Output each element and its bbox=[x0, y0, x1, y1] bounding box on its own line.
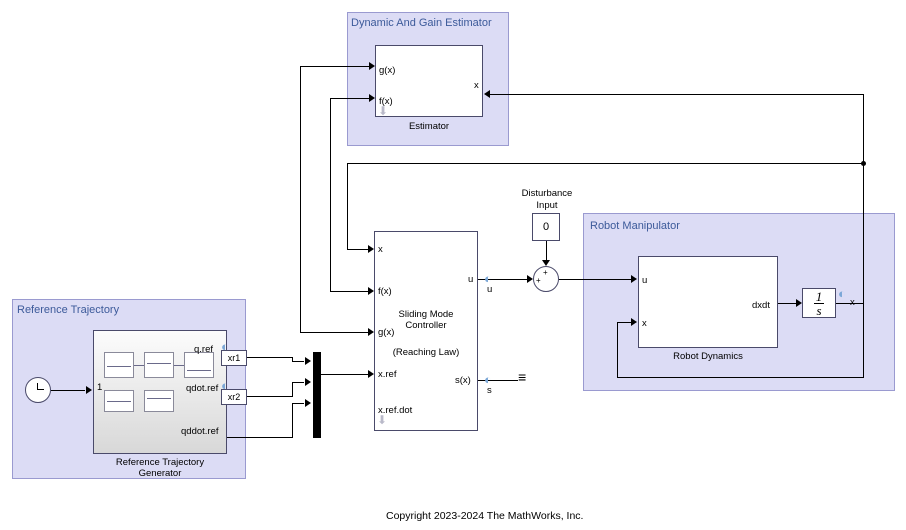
wire-integrator-x-up bbox=[617, 322, 618, 378]
controller-label-line3: (Reaching Law) bbox=[392, 347, 460, 358]
ref-gen-input-port-1: 1 bbox=[97, 382, 103, 393]
ref-gen-mini-plot-5-trace bbox=[147, 398, 171, 399]
arrow-sum-to-robot bbox=[631, 275, 637, 283]
integrator-numerator: 1 bbox=[815, 288, 823, 304]
signal-label-controller-u: u bbox=[487, 284, 493, 295]
disturbance-label-line1: Disturbance bbox=[521, 188, 573, 199]
clock-hand-minute-icon bbox=[37, 389, 44, 390]
controller-s-signal-marker-icon: ◐ bbox=[484, 372, 492, 387]
wire-mux-to-controller bbox=[321, 374, 369, 375]
wire-qddotref-to-mux bbox=[227, 437, 293, 438]
sum-sign-plus-top: + bbox=[543, 268, 548, 277]
wire-integrator-x-left bbox=[617, 377, 864, 378]
controller-label-line2: Controller bbox=[405, 320, 447, 331]
block-mux[interactable] bbox=[313, 352, 321, 438]
arrow-mux-in-2 bbox=[305, 378, 311, 386]
wire-sum-to-robot bbox=[559, 279, 632, 280]
wire-robot-to-integrator bbox=[778, 303, 797, 304]
subsystem-label-dynamic-and-gain-estimator: Dynamic And Gain Estimator bbox=[351, 17, 492, 29]
wire-integrator-out bbox=[836, 303, 864, 304]
arrow-mux-in-1 bbox=[305, 357, 311, 365]
disturbance-value: 0 bbox=[542, 221, 550, 233]
controller-input-x: x bbox=[378, 244, 383, 255]
ref-gen-mini-plot-2 bbox=[144, 352, 174, 378]
wire-qddotref-to-mux-2 bbox=[292, 403, 304, 404]
ref-gen-mini-plot-3 bbox=[184, 352, 214, 378]
arrow-estimator-fx-in bbox=[369, 94, 375, 102]
arrow-gx-into-controller bbox=[368, 328, 374, 336]
arrow-clock-to-refgen bbox=[86, 386, 92, 394]
controller-output-sx: s(x) bbox=[455, 375, 471, 386]
terminator-icon[interactable]: ≡ bbox=[518, 371, 527, 387]
robot-dynamics-output-dxdt: dxdt bbox=[752, 300, 770, 311]
goto-tag-xr2-label: xr2 bbox=[227, 392, 241, 402]
block-label-estimator: Estimator bbox=[408, 121, 450, 132]
wire-gx-into-controller bbox=[300, 332, 369, 333]
wire-integrator-x-into-robot bbox=[617, 322, 632, 323]
controller-label-line1: Sliding Mode bbox=[398, 309, 454, 320]
wire-qref-to-mux bbox=[247, 357, 293, 358]
wire-clock-to-refgen bbox=[51, 390, 85, 391]
ref-gen-mini-plot-3-trace bbox=[187, 370, 211, 371]
block-disturbance-constant[interactable] bbox=[532, 213, 560, 241]
wire-fx-vertical bbox=[330, 98, 331, 291]
block-integrator[interactable] bbox=[802, 288, 836, 318]
estimator-input-fx: f(x) bbox=[379, 96, 393, 107]
ref-gen-mini-plot-1 bbox=[104, 352, 134, 378]
wire-feedback-to-controller-x bbox=[347, 163, 864, 164]
arrow-mux-in-3 bbox=[305, 399, 311, 407]
ref-gen-mini-plot-5 bbox=[144, 390, 174, 412]
robot-dynamics-input-u: u bbox=[642, 275, 648, 286]
controller-input-xref: x.ref bbox=[378, 369, 397, 380]
estimator-output-x: x bbox=[474, 80, 479, 91]
arrow-controller-u-to-sum bbox=[527, 275, 533, 283]
arrow-feedback-to-estimator bbox=[484, 90, 490, 98]
wire-feedback-into-controller-x bbox=[347, 249, 369, 250]
controller-u-signal-marker-icon: ◐ bbox=[484, 271, 492, 286]
integrator-denominator: s bbox=[816, 302, 822, 318]
block-clock[interactable] bbox=[25, 377, 51, 403]
ref-gen-mini-plot-2-trace bbox=[147, 363, 171, 364]
arrow-robot-to-integrator bbox=[796, 299, 802, 307]
goto-tag-xr1-label: xr1 bbox=[227, 353, 241, 363]
block-label-reference-generator-line1: Reference Trajectory bbox=[115, 457, 205, 468]
ref-gen-output-qddotref: qddot.ref bbox=[181, 426, 219, 437]
ref-gen-output-qdotref: qdot.ref bbox=[186, 383, 219, 394]
arrow-integrator-x-into-robot bbox=[631, 318, 637, 326]
goto-tag-xr2-marker-icon: ◐ bbox=[221, 378, 229, 393]
wire-feedback-down-to-controller bbox=[347, 163, 348, 249]
goto-tag-xr1-marker-icon: ◐ bbox=[221, 339, 229, 354]
wire-integrator-x-down bbox=[863, 303, 864, 377]
arrow-feedback-into-controller-x bbox=[368, 245, 374, 253]
controller-input-gx: g(x) bbox=[378, 327, 395, 338]
subsystem-label-reference-trajectory: Reference Trajectory bbox=[17, 304, 120, 316]
arrow-fx-into-controller bbox=[368, 287, 374, 295]
wire-qref-to-mux-2 bbox=[292, 361, 304, 362]
block-label-reference-generator-line2: Generator bbox=[138, 468, 182, 479]
sum-sign-plus-left: + bbox=[536, 276, 541, 285]
disturbance-label-line2: Input bbox=[536, 200, 558, 211]
ref-gen-internal-wire-1 bbox=[134, 365, 144, 366]
controller-input-xrefdot: x.ref.dot bbox=[378, 405, 413, 416]
wire-gx-vertical bbox=[300, 66, 301, 332]
ref-gen-mini-plot-1-trace bbox=[107, 366, 131, 367]
wire-qddotref-rise bbox=[292, 403, 293, 438]
controller-output-u: u bbox=[468, 274, 474, 285]
integrator-signal-marker-icon: ◐ bbox=[838, 286, 846, 301]
controller-xrefdot-arrow-icon: ⬇ bbox=[377, 413, 388, 427]
estimator-input-gx: g(x) bbox=[379, 65, 396, 76]
ref-gen-output-qref: q.ref bbox=[194, 344, 214, 355]
wire-feedback-right-vertical bbox=[863, 94, 864, 304]
subsystem-label-robot-manipulator: Robot Manipulator bbox=[590, 220, 680, 232]
wire-estimator-gx-left bbox=[300, 66, 370, 67]
arrow-disturbance-to-sum bbox=[542, 260, 550, 266]
wire-qdotref-to-mux-2 bbox=[292, 382, 304, 383]
wire-estimator-fx-left bbox=[330, 98, 370, 99]
wire-qdotref-rise bbox=[292, 382, 293, 397]
controller-input-fx: f(x) bbox=[378, 286, 392, 297]
block-label-robot-dynamics: Robot Dynamics bbox=[673, 351, 743, 362]
wire-qdotref-to-mux bbox=[247, 396, 293, 397]
estimator-fx-arrow-icon: ⬇ bbox=[378, 104, 389, 118]
robot-dynamics-input-x: x bbox=[642, 318, 647, 329]
wire-disturbance-to-sum bbox=[546, 241, 547, 261]
ref-gen-internal-wire-2 bbox=[174, 365, 184, 366]
arrow-estimator-gx-in bbox=[369, 62, 375, 70]
copyright-notice: Copyright 2023-2024 The MathWorks, Inc. bbox=[386, 510, 584, 522]
wire-feedback-to-estimator bbox=[490, 94, 864, 95]
ref-gen-mini-plot-4-trace bbox=[107, 401, 131, 402]
signal-label-controller-s: s bbox=[487, 385, 492, 396]
wire-fx-into-controller bbox=[330, 291, 369, 292]
